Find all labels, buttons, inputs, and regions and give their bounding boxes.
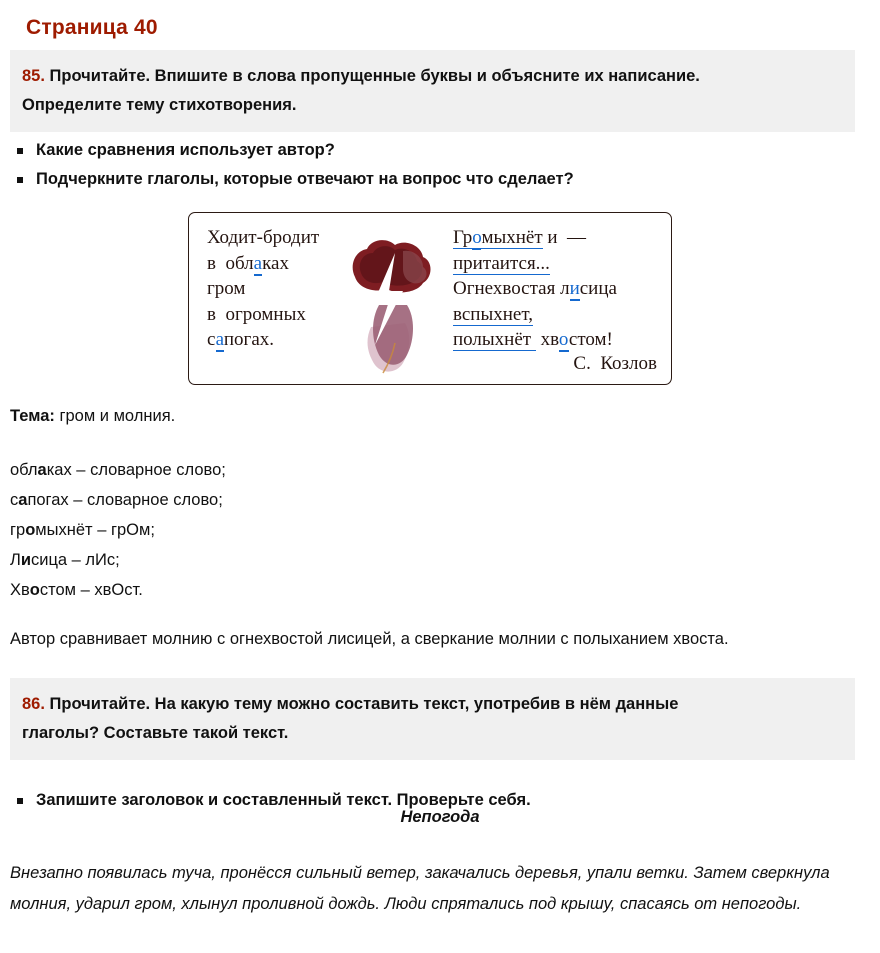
word-letter: а: [37, 461, 47, 479]
inserted-letter-o2: о: [558, 329, 569, 350]
essay-body: Внезапно появилась туча, пронёсся сильный ветер, закачались деревья, упали ветки. Затем сверкнула молния, ударил гром, хлынул проливной дождь. Люди спрятались под крышу, спасаясь от непогоды.: [10, 864, 830, 913]
verb-underline-1: Громыхнёт: [453, 227, 543, 248]
task-85-number: 85.: [22, 67, 45, 85]
subquestion-text: Какие сравнения использует автор?: [36, 141, 335, 159]
essay-title: Непогода: [400, 808, 480, 826]
word-letter: о: [25, 521, 36, 539]
task-85-subquestions: [14, 136, 574, 194]
poem-exercise-box: [188, 212, 672, 385]
word-pre: с: [10, 491, 19, 509]
word-post: мыхнёт: [35, 521, 93, 539]
list-item: [10, 545, 226, 575]
word-post: погах: [27, 491, 69, 509]
word-pre: гр: [10, 521, 26, 539]
word-explanation: – словарное слово;: [71, 461, 226, 479]
verb-underline-4: полыхнёт: [453, 329, 536, 350]
task-86-line-1: [22, 690, 843, 719]
list-item: [10, 515, 226, 545]
word-post: стом: [39, 581, 77, 599]
list-item: [14, 165, 574, 194]
list-item: [10, 575, 226, 605]
poem-author: С. Козлов: [573, 353, 657, 374]
word-explanation-list: [10, 455, 226, 605]
inserted-letter-a1: а: [253, 252, 263, 274]
task-86-text-1: Прочитайте. На какую тему можно составить текст, употребив в нём данные: [44, 695, 679, 713]
verb-underline-3: вспыхнет,: [453, 303, 533, 325]
word-pre: обл: [10, 461, 38, 479]
theme-value: гром и молния.: [54, 407, 176, 425]
task-86-line-2: глаголы? Составьте такой текст.: [22, 724, 289, 742]
verb-underline-2: притаится...: [453, 252, 550, 274]
word-letter: а: [18, 491, 28, 509]
list-item: [10, 455, 226, 485]
task-86-number: 86.: [22, 695, 45, 713]
task-85-line-2: Определите тему стихотворения.: [22, 96, 297, 114]
word-post: ках: [46, 461, 72, 479]
task-85-instruction-band: [10, 50, 855, 132]
word-letter: и: [20, 551, 31, 569]
storm-cloud-lightning-icon: [341, 235, 439, 375]
task-85-line-1: [22, 62, 843, 91]
inserted-letter-o1: о: [472, 227, 482, 248]
square-bullet-icon: [17, 148, 23, 154]
task-86-instruction-band: [10, 678, 855, 760]
poem-left-column: Ходит-бродит в облаках гром в огромных сапогах.: [207, 227, 320, 350]
task-85-text-1: Прочитайте. Впишите в слова пропущенные буквы и объясните их написание.: [44, 67, 700, 85]
word-explanation: – словарное слово;: [68, 491, 223, 509]
list-item: [10, 485, 226, 515]
word-explanation: – грОм;: [92, 521, 155, 539]
word-post: сица: [30, 551, 68, 569]
theme-answer-line: [10, 405, 175, 427]
inserted-letter-a2: а: [215, 329, 224, 350]
comparison-answer-line: Автор сравнивает молнию с огнехвостой лисицей, а сверкание молнии с полыханием хвоста.: [10, 630, 729, 648]
square-bullet-icon: [17, 798, 23, 804]
poem-right-column: Громыхнёт и — притаится... Огнехвостая лисица вспыхнет, полыхнёт хвостом!: [453, 227, 617, 350]
list-item: [14, 136, 574, 165]
word-pre: Л: [10, 551, 21, 569]
square-bullet-icon: [17, 177, 23, 183]
theme-label: Тема:: [10, 407, 55, 425]
inserted-letter-i1: и: [569, 278, 580, 299]
page-title: Страница 40: [26, 16, 158, 39]
word-explanation: – хвОст.: [76, 581, 143, 599]
subquestion-text: Запишите заголовок и составленный текст. Проверьте себя.: [36, 791, 531, 809]
word-explanation: – лИс;: [67, 551, 120, 569]
word-letter: о: [29, 581, 40, 599]
word-pre: Хв: [10, 581, 30, 599]
subquestion-text: Подчеркните глаголы, которые отвечают на вопрос что сделает?: [36, 170, 574, 188]
poem-inner: [189, 213, 671, 384]
